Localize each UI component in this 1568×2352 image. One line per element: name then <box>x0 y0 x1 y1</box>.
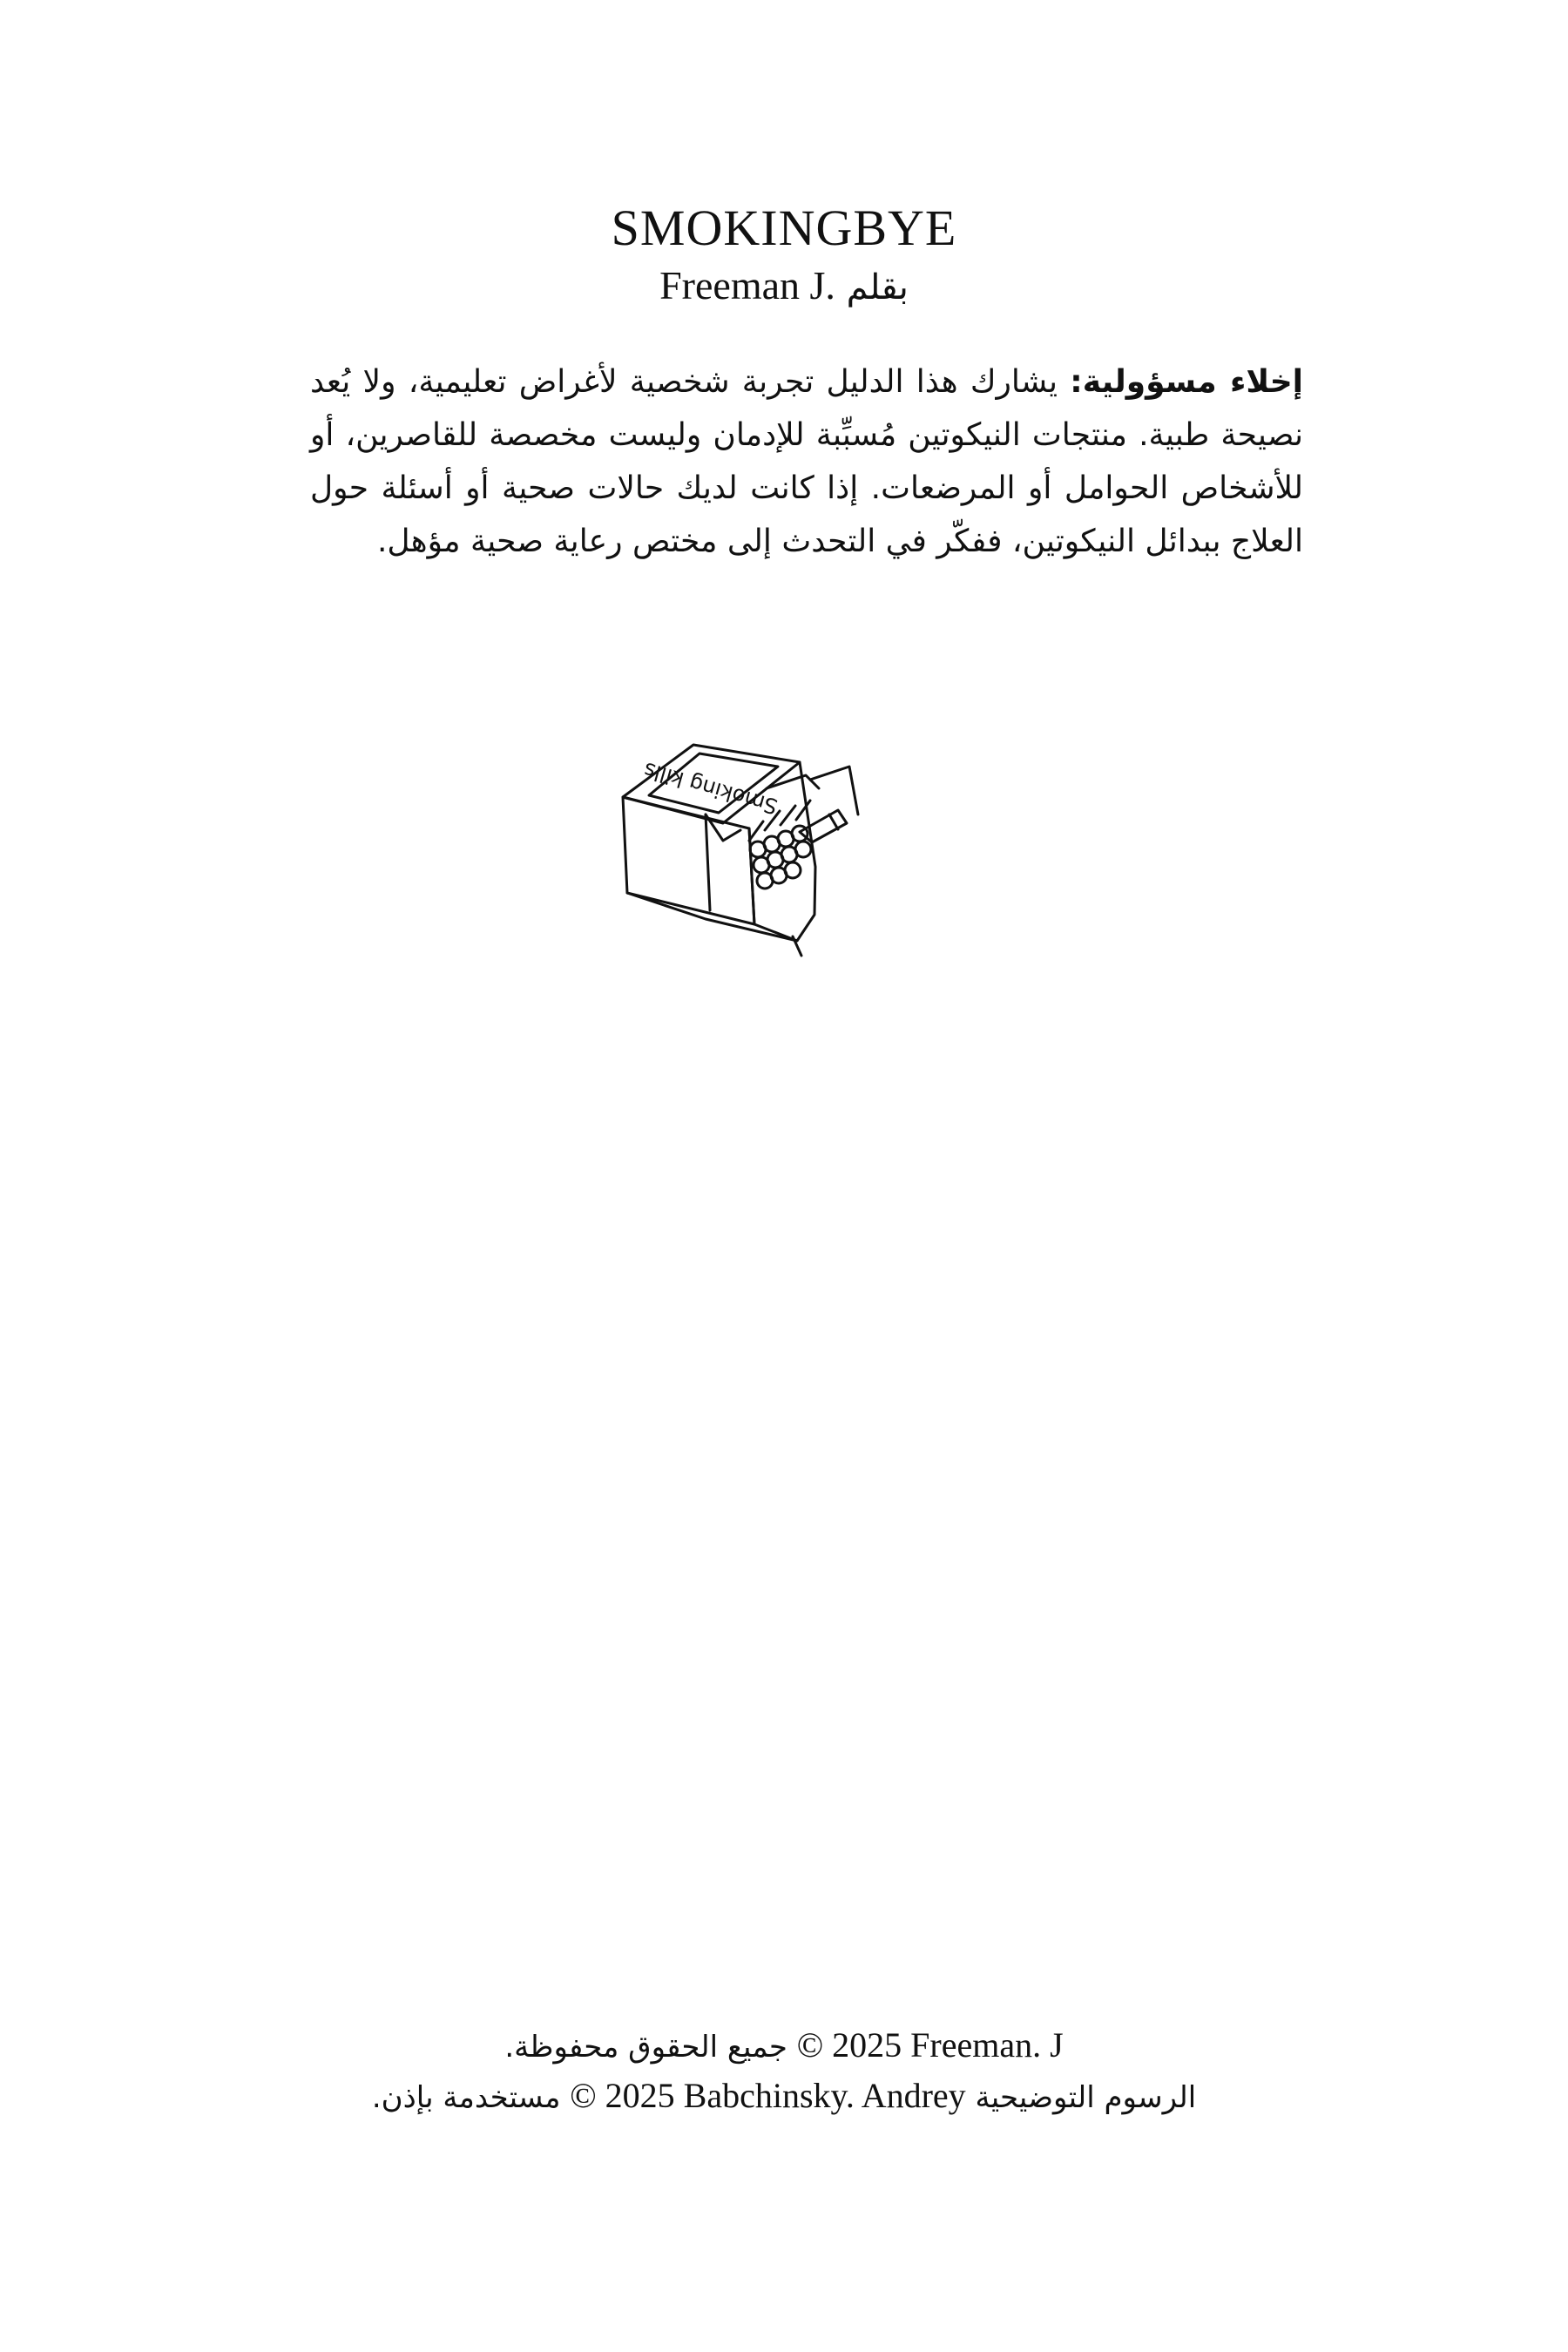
pack-label-text: Smoking kills <box>640 757 781 819</box>
cigarette-pack-icon <box>610 727 1010 963</box>
disclaimer-text: يشارك هذا الدليل تجربة شخصية لأغراض تعليمية، ولا يُعد نصيحة طبية. منتجات النيكوتين مُسبِّبة للإدمان وليست مخصصة للقاصرين، أو للأشخاص الحوامل أو المرضعات. إذا كانت لديك حالات صحية أو أسئلة حول العلاج ببدائل النيكوتين، ففكّر في التحدث إلى مختص رعاية صحية مؤهل. <box>310 364 1303 559</box>
copyright-line <box>0 2019 1568 2073</box>
illustration-credit-latin: © 2025 Babchinsky. Andrey <box>570 2076 966 2115</box>
disclaimer-label: إخلاء مسؤولية: <box>1070 364 1303 400</box>
copyright-arabic: جميع الحقوق محفوظة. <box>504 2030 787 2065</box>
copyright-latin: © 2025 Freeman. J <box>796 2025 1064 2065</box>
illustration-credit-line <box>0 2070 1568 2124</box>
byline <box>0 261 1568 312</box>
illustration-credit-prefix: الرسوم التوضيحية <box>975 2080 1197 2115</box>
byline-prefix: بقلم <box>846 267 909 308</box>
cigarette-pack-illustration <box>610 727 1010 963</box>
disclaimer-paragraph <box>310 355 1303 568</box>
author-name: Freeman J. <box>659 263 835 308</box>
illustration-credit-suffix: مستخدمة بإذن. <box>371 2080 561 2115</box>
document-title: SMOKINGBYE <box>611 199 957 256</box>
